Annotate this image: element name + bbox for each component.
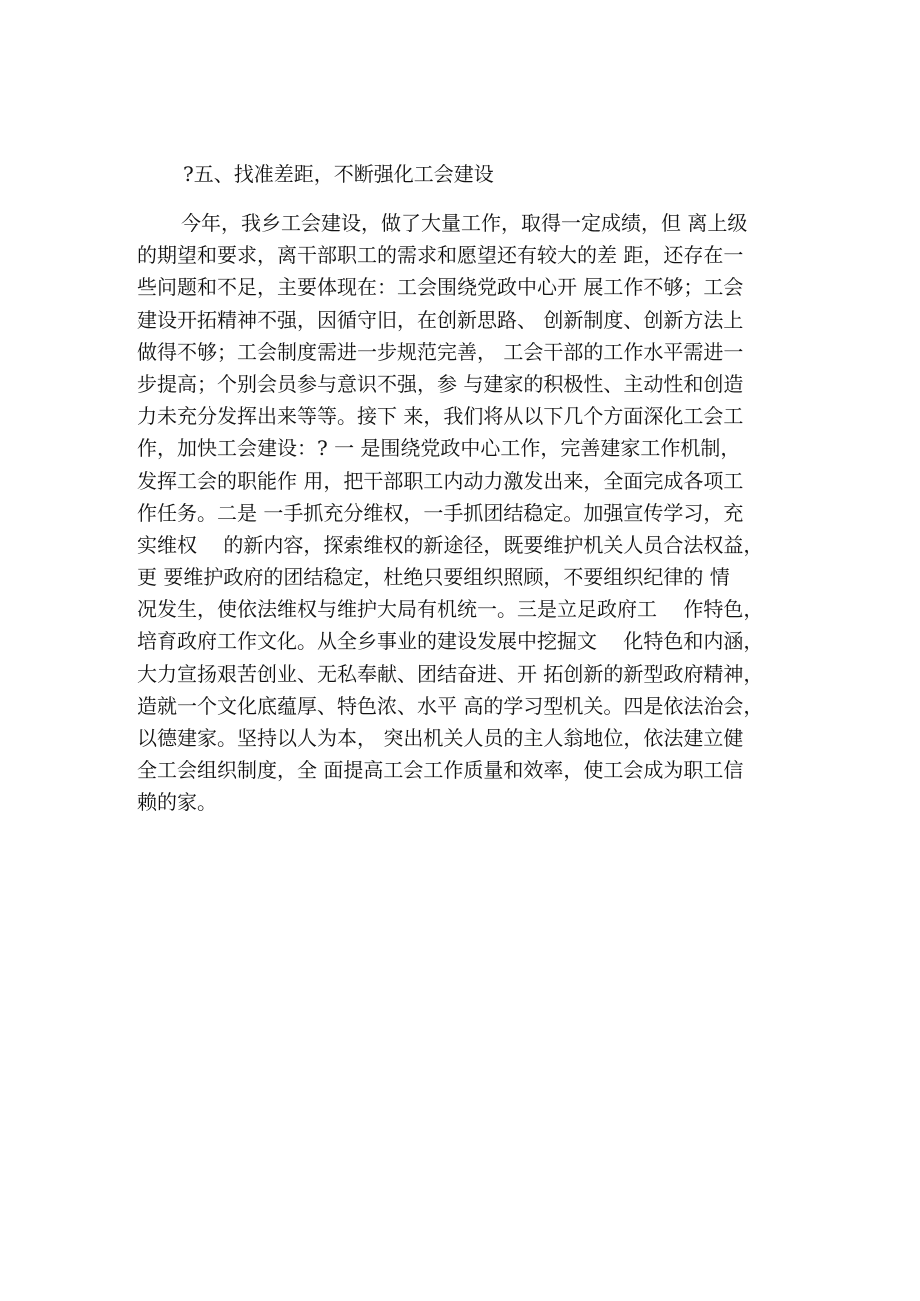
paragraph-line: 步提高；个别会员参与意识不强，参 与建家的积极性、主动性和创造 bbox=[137, 371, 744, 396]
paragraph-line: 发挥工会的职能作 用，把干部职工内动力激发出来，全面完成各项工 bbox=[137, 468, 744, 493]
paragraph-line: 培育政府工作文化。从全乡事业的建设发展中挖掘文 化特色和内涵， bbox=[137, 629, 764, 654]
paragraph-line: 的期望和要求，离干部职工的需求和愿望还有较大的差 距，还存在一 bbox=[137, 243, 744, 268]
paragraph-line: 作任务。二是 一手抓充分维权，一手抓团结稳定。加强宣传学习，充 bbox=[137, 500, 744, 525]
paragraph-line: 以德建家。坚持以人为本， 突出机关人员的主人翁地位，依法建立健 bbox=[137, 726, 744, 750]
paragraph-line: 实维权 的新内容，探索维权的新途径，既要维护机关人员合法权益， bbox=[137, 532, 764, 557]
paragraph-line: 些问题和不足，主要体现在：工会围绕党政中心开 展工作不够；工会 bbox=[137, 275, 744, 300]
paragraph-line: 力未充分发挥出来等等。接下 来，我们将从以下几个方面深化工会工 bbox=[137, 404, 744, 429]
paragraph-line: 况发生，使依法维权与维护大局有机统一。三是立足政府工 作特色， bbox=[137, 597, 764, 622]
paragraph-line: 作，加快工会建设：? 一 是围绕党政中心工作，完善建家工作机制， bbox=[137, 436, 741, 461]
section-heading: ?五、找准差距，不断强化工会建设 bbox=[183, 162, 494, 186]
body-paragraph bbox=[137, 207, 797, 819]
paragraph-line: 造就一个文化底蕴厚、特色浓、水平 高的学习型机关。四是依法治会， bbox=[137, 693, 764, 718]
paragraph-line: 做得不够；工会制度需进一步规范完善， 工会干部的工作水平需进一 bbox=[137, 339, 744, 364]
paragraph-line: 更 要维护政府的团结稳定，杜绝只要组织照顾，不要组织纪律的 情 bbox=[137, 565, 730, 590]
paragraph-line: 大力宣扬艰苦创业、无私奉献、团结奋进、开 拓创新的新型政府精神， bbox=[137, 661, 764, 686]
paragraph-line: 全工会组织制度，全 面提高工会工作质量和效率，使工会成为职工信 bbox=[137, 758, 744, 783]
paragraph-line: 今年，我乡工会建设，做了大量工作，取得一定成绩，但 离上级 bbox=[181, 211, 748, 235]
paragraph-line: 建设开拓精神不强，因循守旧，在创新思路、 创新制度、创新方法上 bbox=[137, 307, 744, 332]
paragraph-line: 赖的家。 bbox=[137, 790, 217, 815]
